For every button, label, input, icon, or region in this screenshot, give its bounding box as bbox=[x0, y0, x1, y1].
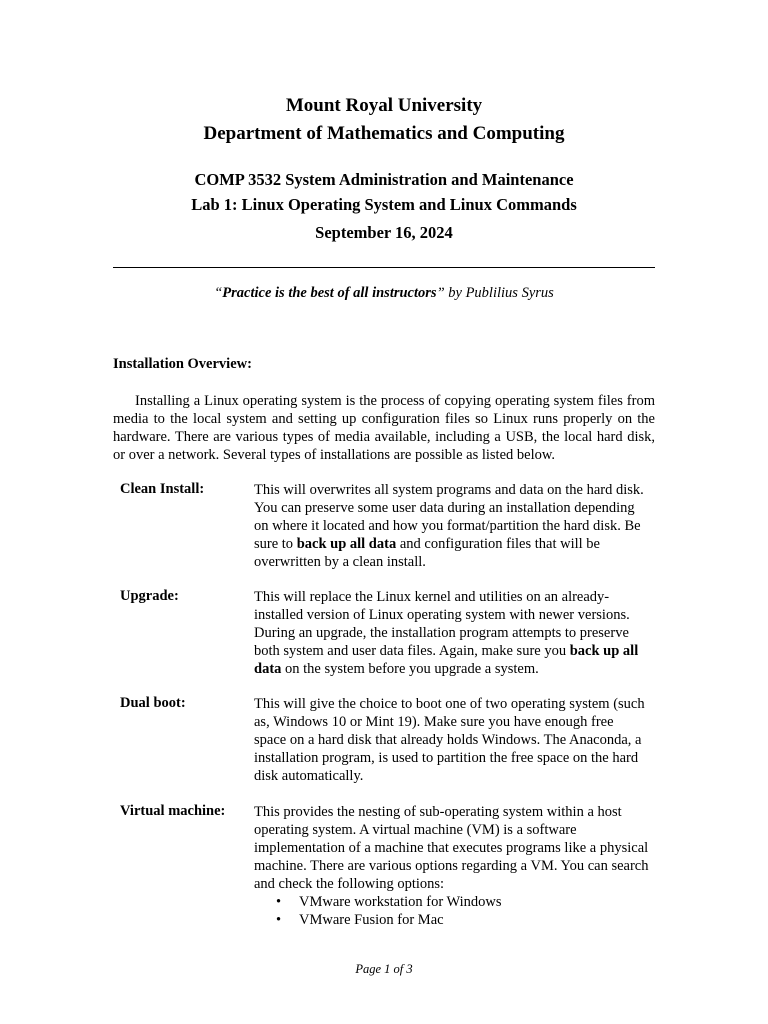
list-item bbox=[254, 911, 649, 929]
section-heading: Installation Overview: bbox=[113, 356, 252, 372]
university-title: Mount Royal University bbox=[285, 95, 483, 116]
lab-date: September 16, 2024 bbox=[315, 223, 453, 242]
department-title: Department of Mathematics and Computing bbox=[203, 123, 565, 144]
desc-upgrade-text-1: This will replace the Linux kernel and utilities on an already-installed version of Linux operating system with newer versions. During an upgrade, the installation program attempts to preserve both system and user data files. Again, make sure you bbox=[254, 589, 630, 659]
epigraph bbox=[0, 285, 768, 302]
course-title: COMP 3532 System Administration and Maintenance bbox=[194, 170, 574, 189]
desc-upgrade bbox=[254, 588, 649, 678]
intro-paragraph: Installing a Linux operating system is the process of copying operating system files from media to the local system and setting up configuration files so Linux runs properly on the hardware. There are various types of media available, including a USB, the local hard disk, or over a network. Several types of installations are possible as listed below. bbox=[113, 393, 655, 463]
bullet-icon: • bbox=[276, 912, 282, 928]
vm-option-label: VMware Fusion for Mac bbox=[299, 912, 444, 928]
desc-clean-install bbox=[254, 481, 649, 571]
term-clean-install: Clean Install: bbox=[120, 481, 205, 497]
desc-dual-boot: This will give the choice to boot one of two operating system (such as, Windows 10 or Mint 19). Make sure you have enough free space on a hard disk that already holds Windows. The Anaconda, a installation program, is used to partition the free space on the hard disk automatically. bbox=[254, 696, 645, 784]
desc-virtual-machine bbox=[254, 803, 649, 929]
term-dual-boot: Dual boot: bbox=[120, 695, 186, 711]
desc-upgrade-text-2: on the system before you upgrade a system. bbox=[281, 661, 539, 677]
quote-attribution: by Publilius Syrus bbox=[444, 285, 554, 301]
desc-vm-text: This provides the nesting of sub-operating system within a host operating system. A virtual machine (VM) is a software implementation of a machine that executes programs like a physical machine. There are various options regarding a VM. You can search and check the following options: bbox=[254, 804, 649, 892]
desc-clean-emphasis: back up all data bbox=[296, 536, 397, 552]
term-upgrade: Upgrade: bbox=[120, 588, 179, 604]
vm-options-list bbox=[254, 893, 649, 929]
term-virtual-machine: Virtual machine: bbox=[120, 803, 226, 819]
desc-upgrade-emphasis: back up all data bbox=[254, 643, 639, 677]
header-divider bbox=[113, 267, 655, 268]
page-number: Page 1 of 3 bbox=[355, 962, 413, 976]
quote-text: Practice is the best of all instructors bbox=[222, 285, 437, 301]
quote-close-mark: ” bbox=[436, 285, 445, 301]
vm-option-label: VMware workstation for Windows bbox=[299, 894, 502, 910]
desc-clean-text-2: and configuration files that will be overwritten by a clean install. bbox=[254, 536, 600, 570]
list-item bbox=[254, 893, 649, 911]
lab-title: Lab 1: Linux Operating System and Linux Commands bbox=[191, 195, 577, 214]
quote-open-mark: “ bbox=[214, 285, 223, 301]
bullet-icon: • bbox=[276, 894, 282, 910]
desc-clean-text-1: This will overwrites all system programs and data on the hard disk. You can preserve some user data during an installation depending on where it located and how you format/partition the hard disk. Be sure to bbox=[254, 482, 644, 552]
